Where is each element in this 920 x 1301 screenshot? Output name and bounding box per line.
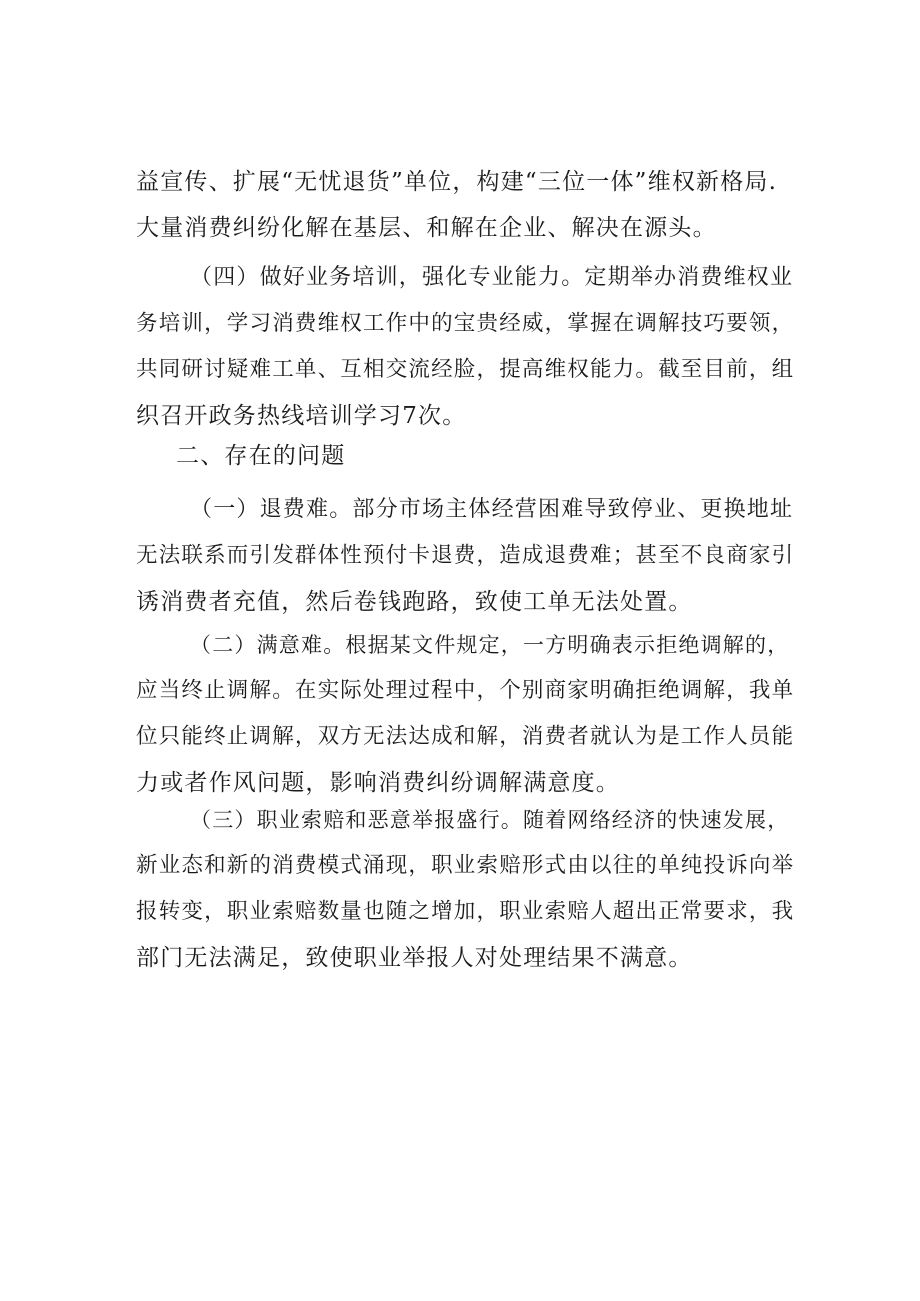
text-line: （二）满意难。根据某文件规定，一方明确表示拒绝调解的， [190,633,790,657]
text-line: （四）做好业务培训，强化专业能力。定期举办消费维权业 [190,265,794,290]
text-line: 织召开政务热线培训学习7次。 [136,403,467,429]
paragraph-refund-difficulty [136,487,796,625]
text-line: （一）退费难。部分市场主体经营困难导致停业、更换地址 [190,497,794,522]
section-heading [136,433,796,479]
text-line: （三）职业索赔和恶意举报盛行。随着网络经济的快速发展， [190,808,790,832]
text-line: 共同研讨疑难工单、互相交流经脸，提高维权能力。截至目前，组 [136,357,795,382]
text-line: 无法联系而引发群体性预付卡退费，造成退费难；甚至不良商家引 [136,543,795,568]
paragraph-satisfaction-difficulty [136,622,796,806]
text-line: 部门无法满足，致使职业举报人对处理结果不满意。 [136,945,693,971]
text-line: 报转变，职业索赔数量也随之增加，职业索赔人超出正常要求，我 [136,899,795,924]
text-line: 力或者作风问题，影响消费纠纷调解满意度。 [136,770,620,796]
paragraph-continuation [136,159,796,251]
text-line: 大量消费纠纷化解在基层、和解在企业、解决在源头。 [136,215,717,241]
paragraph-training [136,255,796,439]
paragraph-professional-claims [136,797,796,981]
text-line: 新业态和新的消费模式涌现，职业索赔形式由以往的单纯投诉向举 [136,853,795,878]
text-line: 务培训，学习消费维权工作中的宝贵经威，掌握在调解技巧要领， [136,311,795,336]
text-line: 诱消费者充值，然后卷钱跑路，致使工单无法处置。 [136,589,693,615]
text-line: 应当终止调解。在实际处理过程中，个别商家明确拒绝调解，我单 [136,678,795,703]
text-line: 益宣传、扩展“无忧退货”单位，构建“三位一体”维权新格局. [136,169,778,195]
heading-text: 二、存在的问题 [176,443,346,469]
text-line: 位只能终止调解，双方无法达成和解，消费者就认为是工作人员能 [136,724,795,749]
